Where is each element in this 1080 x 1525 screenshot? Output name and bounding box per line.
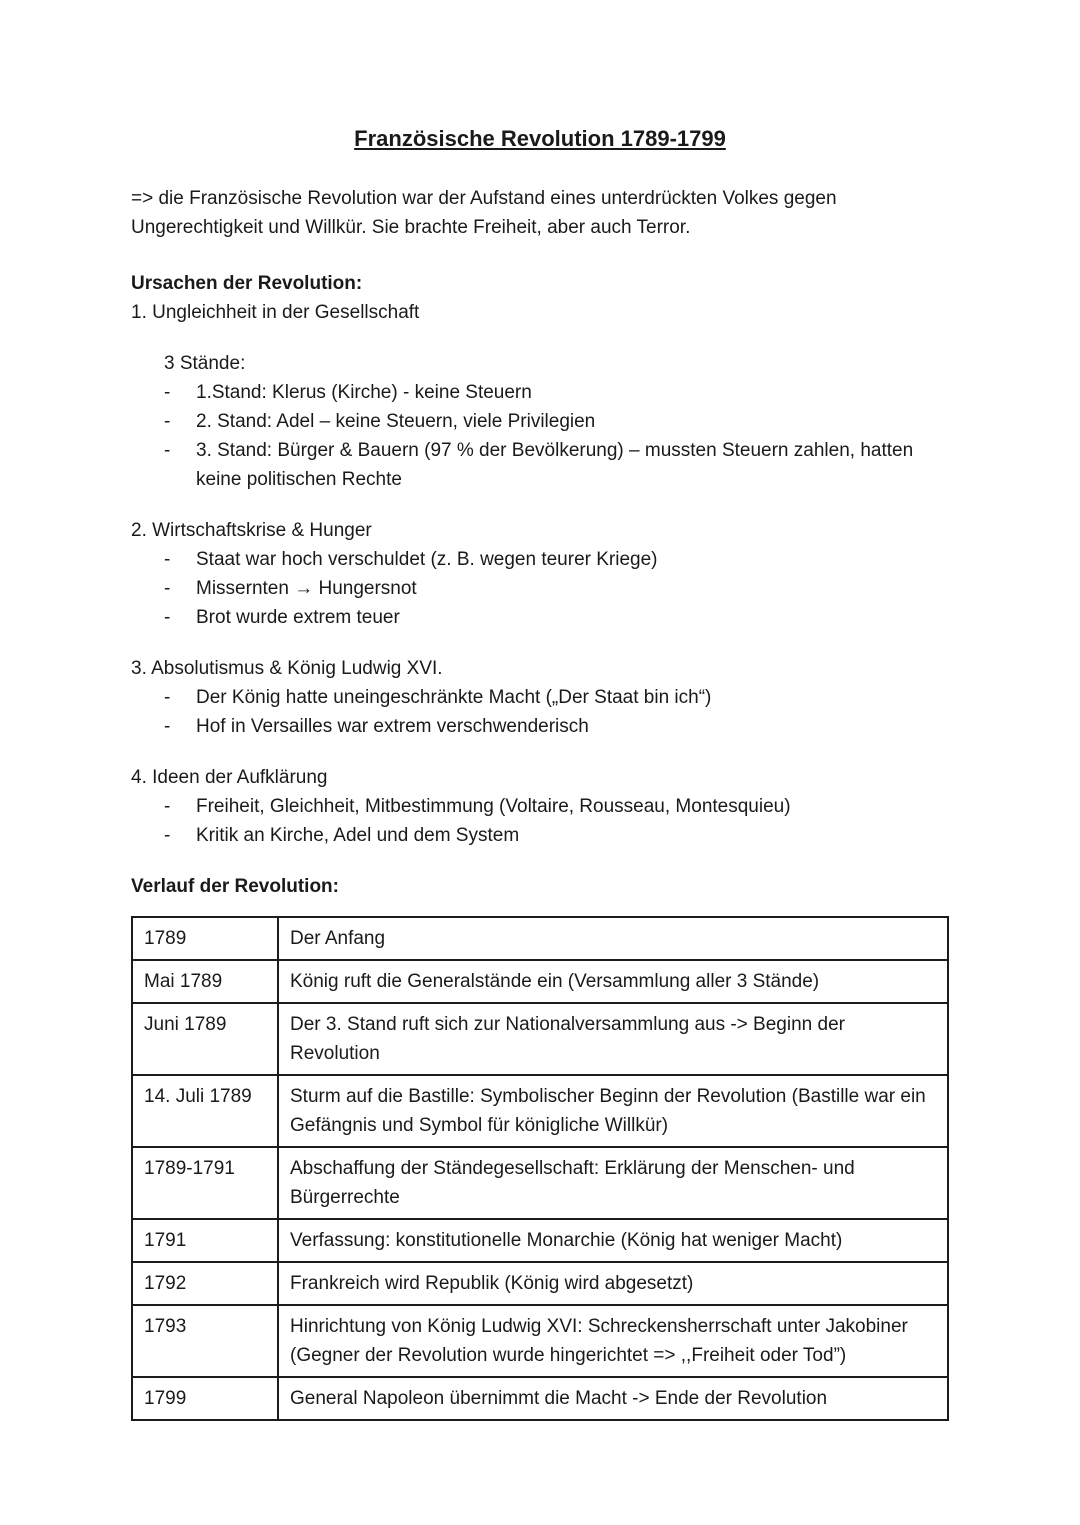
list-dash-marker: -: [164, 687, 171, 708]
timeline-date: Juni 1789: [132, 1003, 278, 1075]
timeline-table: [131, 916, 949, 1421]
causes-list: [131, 298, 949, 850]
cause-section-3: [131, 654, 949, 741]
list-item-text: Hof in Versailles war extrem verschwenderisch: [196, 716, 589, 737]
list-item: [131, 407, 949, 436]
timeline-row: [132, 1377, 948, 1420]
timeline-date: 1799: [132, 1377, 278, 1420]
list-dash-marker: -: [164, 607, 171, 628]
intro-paragraph: => die Französische Revolution war der Aufstand eines unterdrückten Volkes gegen Ungerechtigkeit und Willkür. Sie brachte Freiheit, aber auch Terror.: [131, 188, 837, 238]
list-item: [131, 821, 949, 850]
list-item: [131, 683, 949, 712]
cause-title: 1. Ungleichheit in der Gesellschaft: [131, 302, 420, 323]
list-item: [131, 545, 949, 574]
list-dash-marker: -: [164, 411, 171, 432]
list-item-text: 1.Stand: Klerus (Kirche) - keine Steuern: [196, 382, 532, 403]
list-item: [131, 378, 949, 407]
list-dash-marker: -: [164, 440, 171, 461]
timeline-event: Verfassung: konstitutionelle Monarchie (König hat weniger Macht): [278, 1219, 948, 1262]
list-item-text: Der König hatte uneingeschränkte Macht („Der Staat bin ich“): [196, 687, 712, 708]
cause-subheading: 3 Stände:: [164, 353, 246, 374]
timeline-event: Der 3. Stand ruft sich zur Nationalversammlung aus -> Beginn der Revolution: [278, 1003, 948, 1075]
timeline-row: [132, 960, 948, 1003]
list-item: [131, 712, 949, 741]
list-dash-marker: -: [164, 382, 171, 403]
list-item: [131, 574, 949, 603]
timeline-date: Mai 1789: [132, 960, 278, 1003]
timeline-event: General Napoleon übernimmt die Macht -> Ende der Revolution: [278, 1377, 948, 1420]
timeline-date: 14. Juli 1789: [132, 1075, 278, 1147]
timeline-event: Sturm auf die Bastille: Symbolischer Beginn der Revolution (Bastille war ein Gefängnis und Symbol für königliche Willkür): [278, 1075, 948, 1147]
timeline-date: 1791: [132, 1219, 278, 1262]
section-heading-verlauf: Verlauf der Revolution:: [131, 876, 339, 897]
cause-title: 3. Absolutismus & König Ludwig XVI.: [131, 658, 443, 679]
timeline-row: [132, 917, 948, 960]
timeline-date: 1792: [132, 1262, 278, 1305]
list-item: [131, 792, 949, 821]
timeline-row: [132, 1305, 948, 1377]
list-dash-marker: -: [164, 578, 171, 599]
list-item-text: Staat war hoch verschuldet (z. B. wegen teurer Kriege): [196, 549, 658, 570]
list-item: [131, 436, 949, 494]
list-item-text: 3. Stand: Bürger & Bauern (97 % der Bevölkerung) – mussten Steuern zahlen, hatten keine politischen Rechte: [196, 440, 914, 490]
timeline-date: 1793: [132, 1305, 278, 1377]
timeline-row: [132, 1262, 948, 1305]
timeline-row: [132, 1003, 948, 1075]
list-item: [131, 603, 949, 632]
list-dash-marker: -: [164, 796, 171, 817]
timeline-date: 1789-1791: [132, 1147, 278, 1219]
list-dash-marker: -: [164, 716, 171, 737]
list-item-text: Missernten → Hungersnot: [196, 578, 417, 599]
cause-section-2: [131, 516, 949, 632]
timeline-row: [132, 1219, 948, 1262]
cause-title: 4. Ideen der Aufklärung: [131, 767, 328, 788]
cause-title: 2. Wirtschaftskrise & Hunger: [131, 520, 372, 541]
timeline-row: [132, 1147, 948, 1219]
page-title: Französische Revolution 1789-1799: [354, 126, 726, 151]
timeline-event: Der Anfang: [278, 917, 948, 960]
list-item-text: Freiheit, Gleichheit, Mitbestimmung (Voltaire, Rousseau, Montesquieu): [196, 796, 791, 817]
timeline-row: [132, 1075, 948, 1147]
section-heading-ursachen: Ursachen der Revolution:: [131, 273, 363, 294]
list-item-text: Brot wurde extrem teuer: [196, 607, 400, 628]
timeline-event: Abschaffung der Ständegesellschaft: Erklärung der Menschen- und Bürgerrechte: [278, 1147, 948, 1219]
list-item-text: 2. Stand: Adel – keine Steuern, viele Privilegien: [196, 411, 596, 432]
list-item-text: Kritik an Kirche, Adel und dem System: [196, 825, 520, 846]
list-dash-marker: -: [164, 825, 171, 846]
cause-section-1: [131, 298, 949, 494]
timeline-date: 1789: [132, 917, 278, 960]
cause-section-4: [131, 763, 949, 850]
timeline-event: König ruft die Generalstände ein (Versammlung aller 3 Stände): [278, 960, 948, 1003]
timeline-event: Frankreich wird Republik (König wird abgesetzt): [278, 1262, 948, 1305]
list-dash-marker: -: [164, 549, 171, 570]
timeline-event: Hinrichtung von König Ludwig XVI: Schreckensherrschaft unter Jakobiner (Gegner der Revolution wurde hingerichtet => ,,Freiheit oder Tod”): [278, 1305, 948, 1377]
